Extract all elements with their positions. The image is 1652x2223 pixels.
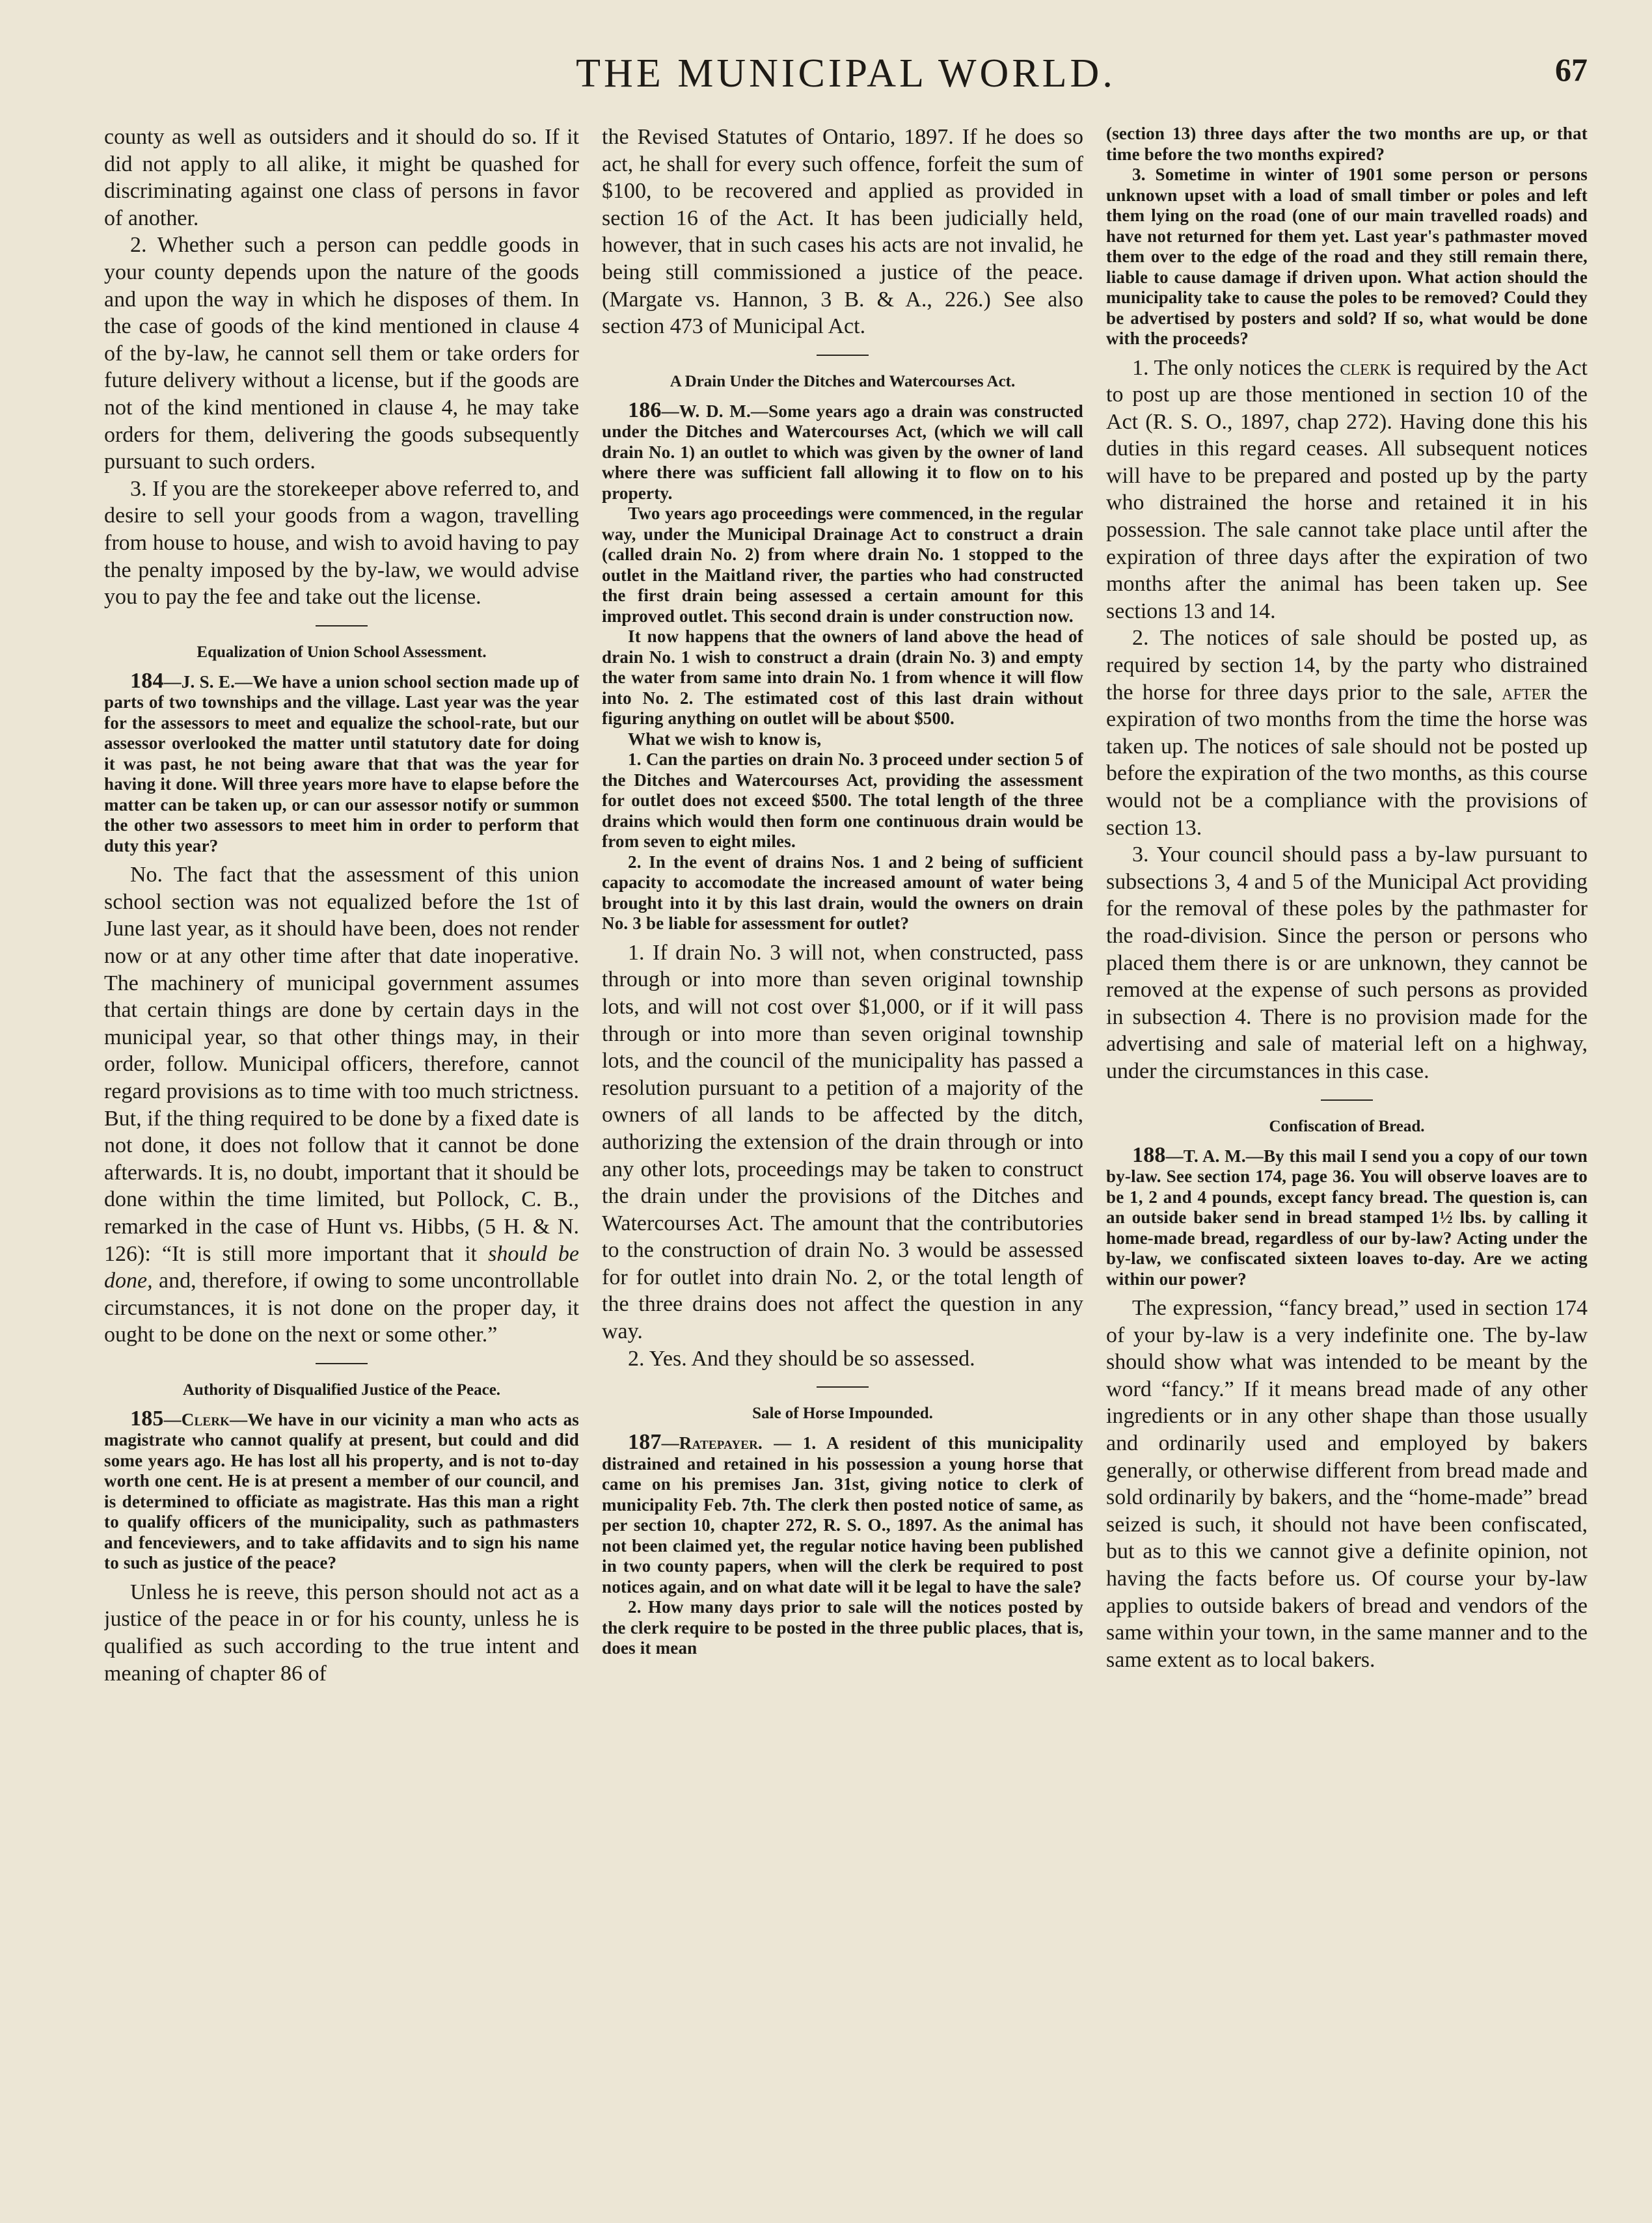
answer-text: is required by the Act to post up are those mentioned in section 10 of the Act (R. S. O., 1897, chap 272). Having done this his duties in this regard ceases. All subsequent notices will have to be prepared and posted up by the party who distrained the horse and retained it in his possession. The sale cannot take place until after the expiration of three days after the expiration of two months after the animal has been taken up. See sections 13 and 14.	[1106, 355, 1588, 623]
question-185	[104, 1408, 579, 1574]
question-number: 188	[1132, 1142, 1166, 1167]
answer-187	[1106, 355, 1588, 625]
question-187	[602, 1432, 1083, 1597]
answer-text: the expiration of two months from the time the horse was taken up. The notices of sale should not be posted up before the expiration of the two months, as this course would not be a compliance with the provisions of section 13.	[1106, 680, 1588, 840]
column-1	[104, 124, 579, 2192]
answer-text: 1. The only notices the	[1132, 355, 1340, 380]
question-text: —W. D. M.—Some years ago a drain was constructed under the Ditches and Watercourses Act, (which we will call drain No. 1) an outlet to which was given by the owner of land where there was sufficient fall allowing it to flow on to his property.	[602, 401, 1083, 503]
answer-text: No. The fact that the assessment of this union school section was not equalized before the 1st of June last year, as it should have been, does not render now or at any other time after that date inoperative. The machinery of municipal government assumes that certain things are done by certain days in the municipal year, so that other things may, in their order, follow. Municipal officers, therefore, cannot regard provisions as to time with too much strictness. But, if the thing required to be done by a fixed date is not done, it does not follow that it cannot be done afterwards. It is, no doubt, important that it should be done within the time limited, but Pollock, C. B., remarked in the case of Hunt vs. Hibbs, (5 H. & N. 126): “It is still more important that it	[104, 863, 579, 1266]
answer-text: and, therefore, if owing to some uncontrollable circumstances, it is not done on the proper day, it ought to be done on the next or some other.”	[104, 1269, 579, 1347]
question-186	[602, 397, 1083, 504]
paragraph: 2. Whether such a person can peddle goods in your county depends upon the nature of the goods and upon the way in which he disposes of them. In the case of goods of the kind mentioned in clause 4 of the by-law, he cannot sell them or take orders for future delivery without a license, but if the goods are not of the kind mentioned in clause 4, he may take orders for them, delivering the goods subsequently pursuant to such orders.	[104, 233, 579, 474]
question-paragraph: It now happens that the owners of land above the head of drain No. 1 wish to construct a drain (drain No. 3) and empty the water from same into drain No. 1 from whence it will flow into No. 2. The estimated cost of this last drain without figuring anything on outlet will be about $500.	[602, 626, 1083, 729]
paragraph: the Revised Statutes of Ontario, 1897. If he does so act, he shall for every such offence, forfeit the sum of $100, to be recovered and applied as provided in section 16 of the Act. It has been judicially held, however, that in such cases his acts are not invalid, he being still commissioned a justice of the peace. (Margate vs. Hannon, 3 B. & A., 226.) See also section 473 of Municipal Act.	[602, 125, 1083, 339]
section-divider	[817, 355, 869, 356]
page-number: 67	[1555, 51, 1588, 88]
question-paragraph: 1. Can the parties on drain No. 3 proceed under section 5 of the Ditches and Watercourses Act, providing the assessment for outlet does not exceed $500. The total length of the three drains which would then form one continuous drain would be from seven to eight miles.	[602, 749, 1083, 852]
question-text: —T. A. M.—By this mail I send you a copy of our town by-law. See section 174, page 36. You will observe loaves are to be 1, 2 and 4 pounds, except fancy bread. The question is, can an outside baker send in bread stamped 1½ lbs. by calling it home-made bread, regardless of our by-law? Acting under the by-law, we confiscated sixteen loaves to-day. Are we acting within our power?	[1106, 1146, 1588, 1289]
question-author: —Ratepayer.	[661, 1433, 763, 1453]
answer-187	[1106, 625, 1588, 841]
section-heading: Sale of Horse Impounded.	[752, 1405, 933, 1423]
answer-185: Unless he is reeve, this person should not act as a justice of the peace in or for his county, unless he is qualified as such according to the true intent and meaning of chapter 86 of	[104, 1580, 579, 1686]
answer-186: 2. Yes. And they should be so assessed.	[628, 1346, 975, 1371]
paragraph: 3. If you are the storekeeper above referred to, and desire to sell your goods from a wagon, travelling from house to house, and wish to avoid having to pay the penalty imposed by the by-law, we would advise you to pay the fee and take out the license.	[104, 476, 579, 610]
section-divider	[316, 1363, 368, 1364]
section-divider	[817, 1386, 869, 1388]
answer-emphasis: should be done,	[104, 1241, 579, 1293]
section-divider	[1321, 1099, 1373, 1101]
question-paragraph: Two years ago proceedings were commenced, in the regular way, under the Municipal Drainage Act to construct a drain (called drain No. 2) from where drain No. 1 stopped to the outlet in the Maitland river, the parties who had constructed the first drain being assessed a certain amount for this improved outlet. This second drain is under construction now.	[602, 504, 1083, 626]
question-paragraph: What we wish to know is,	[628, 729, 822, 749]
question-paragraph: (section 13) three days after the two months are up, or that time before the two months expired?	[1106, 124, 1588, 164]
question-184	[104, 668, 579, 857]
masthead: THE MUNICIPAL WORLD.	[576, 51, 1116, 96]
question-paragraph: 2. How many days prior to sale will the notices posted by the clerk require to be posted in the three public places, that is, does it mean	[602, 1597, 1083, 1658]
question-text: — 1. A resident of this municipality distrained and retained in his possession a young horse that came on his premises Jan. 31st, giving notice to clerk of municipality Feb. 7th. The clerk then posted notice of same, as per section 10, chapter 272, R. S. O., 1897. As the animal has not been claimed yet, the regular notice having been published in two county papers, when will the clerk be required to post notices again, and on what date will it be legal to have the sale?	[602, 1433, 1083, 1597]
answer-188: The expression, “fancy bread,” used in section 174 of your by-law is a very indefinite one. The by-law should show what was intended to be meant by the word “fancy.” If it means bread made of any other ingredients or in any other shape than those usually and ordinarily used and employed by bakers generally, or otherwise different from bread made and sold ordinarily by bakers, and the “home-made” bread seized is such, it should not have been confiscated, but as to this we cannot give a definite opinion, not having the facts before us. Of course your by-law applies to outside bakers of bread and vendors of the same within your town, in the same manner and to the same extent as to local bakers.	[1106, 1296, 1588, 1672]
paragraph: county as well as outsiders and it should do so. If it did not apply to all alike, it might be quashed for discriminating against one class of persons in favor of another.	[104, 125, 579, 230]
answer-184	[104, 861, 579, 1349]
section-heading: A Drain Under the Ditches and Watercourses Act.	[670, 372, 1016, 390]
answer-small-caps: after	[1502, 680, 1552, 705]
answer-187: 3. Your council should pass a by-law pursuant to subsections 3, 4 and 5 of the Municipal Act providing for the removal of these poles by the pathmaster for the road-division. Since the person or persons who placed them there is or are unknown, they cannot be removed at the expense of such persons as provided in subsection 4. There is no provision made for the advertising and sale of material left on a highway, under the circumstances in this case.	[1106, 842, 1588, 1083]
question-text: —J. S. E.—We have a union school section made up of parts of two townships and the village. Last year was the year for the assessors to meet and equalize the school-rate, but our assessor overlooked the matter until statutory date for doing it was past, he not being aware that that was the year for having it done. Will three years more have to elapse before the matter can be taken up, or can our assessor notify or summon the other two assessors to meet him in order to perform that duty this year?	[104, 671, 579, 856]
question-paragraph: 3. Sometime in winter of 1901 some person or persons unknown upset with a load of small timber or poles and left them lying on the road (one of our main travelled roads) and have not returned for them yet. Last year's pathmaster moved them over to the edge of the road and they still remain there, liable to cause damage if driven upon. What action should the municipality take to cause the poles to be removed? Could they be advertised by posters and sold? If so, what would be done with the proceeds?	[1106, 165, 1588, 348]
question-number: 185	[130, 1406, 164, 1431]
answer-small-caps: clerk	[1340, 355, 1391, 380]
question-text: —We have in our vicinity a man who acts as magistrate who cannot qualify at present, but could and did some years ago. He has lost all his property, and is not to-day worth one cent. He is at present a member of our council, and is determined to officiate as magistrate. Has this man a right to qualify officers of the municipality, such as pathmasters and fenceviewers, and to take affidavits and to sign his name to such as justice of the peace?	[104, 1409, 579, 1573]
answer-186: 1. If drain No. 3 will not, when constructed, pass through or into more than seven original township lots, and will not cost over $1,000, or if it will pass through or into more than seven original township lots, and the council of the municipality has passed a resolution pursuant to a petition of a majority of the owners of all lands to be affected by the ditch, authorizing the extension of the drain through or into any other lots, proceedings may be taken to construct the drain under the provisions of the Ditches and Watercourses Act. The amount that the contributories to the construction of drain No. 3 would be assessed for for outlet into drain No. 2, or the total length of the three drains does not affect the question in any way.	[602, 940, 1083, 1344]
column-3	[1106, 124, 1588, 2192]
question-author: —Clerk	[163, 1409, 230, 1429]
column-2	[602, 124, 1083, 2192]
section-heading: Equalization of Union School Assessment.	[196, 643, 487, 661]
question-number: 187	[628, 1430, 662, 1455]
section-heading: Confiscation of Bread.	[1269, 1117, 1425, 1135]
answer-text: 2. The notices of sale should be posted up, as required by section 14, by the party who distrained the horse for three days prior to the sale,	[1106, 626, 1588, 705]
question-number: 186	[628, 397, 662, 422]
question-number: 184	[130, 668, 164, 693]
section-divider	[316, 625, 368, 626]
section-heading: Authority of Disqualified Justice of the Peace.	[182, 1381, 501, 1399]
page-header	[104, 51, 1588, 103]
question-paragraph: 2. In the event of drains Nos. 1 and 2 being of sufficient capacity to accomodate the increased amount of water being brought into it by this last drain, would the owners on drain No. 3 be liable for assessment for outlet?	[602, 852, 1083, 934]
question-188	[1106, 1142, 1588, 1290]
